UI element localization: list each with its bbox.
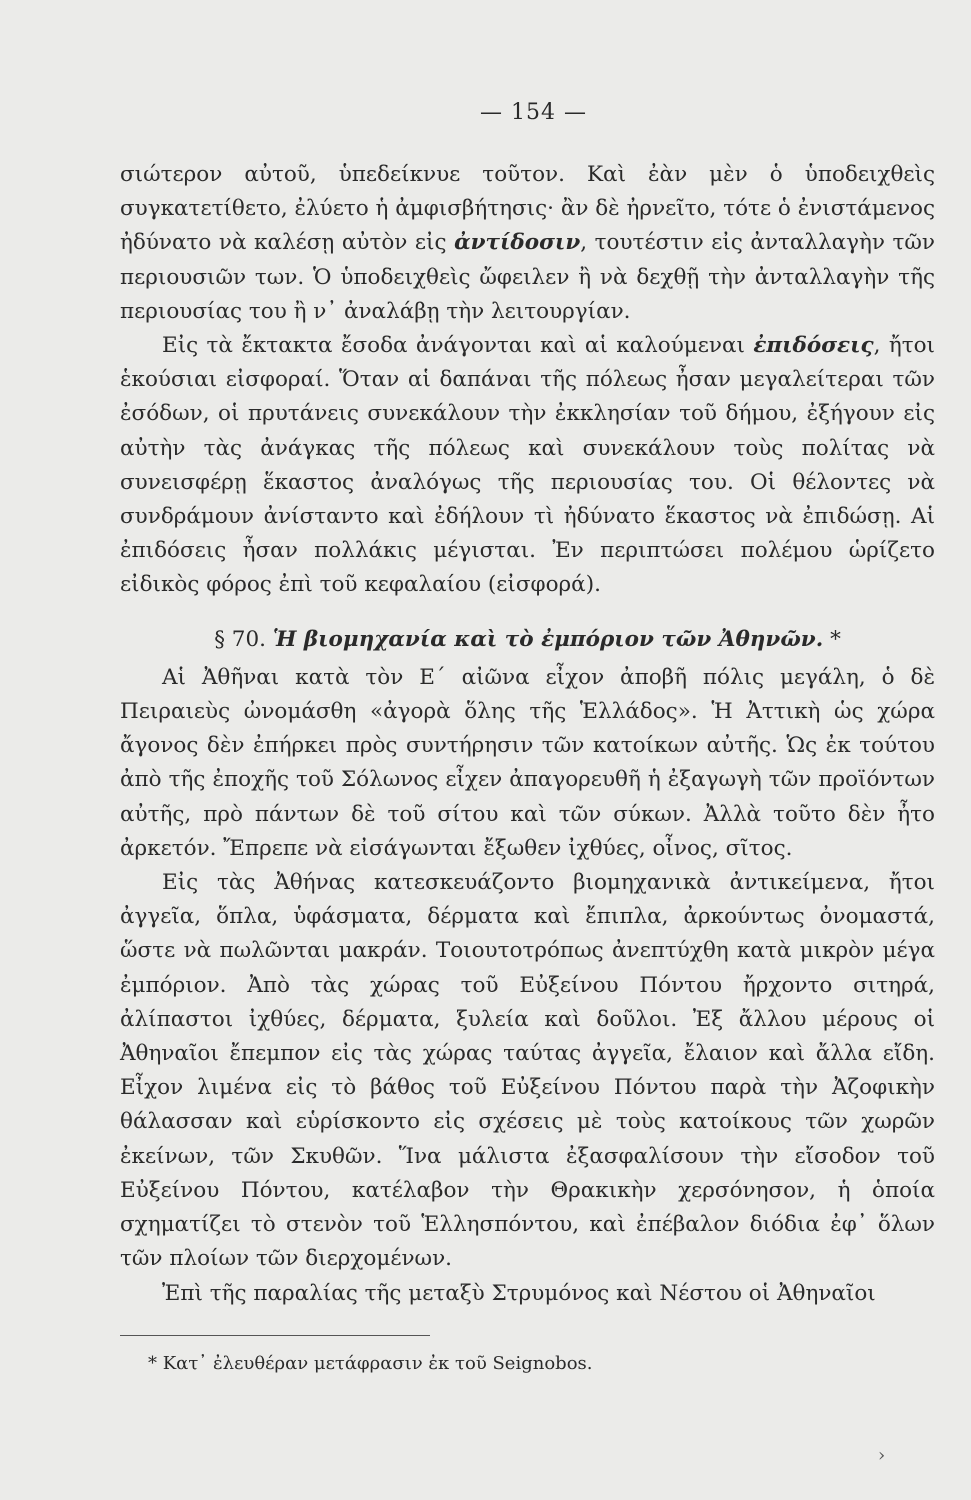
text-run: σιώτερον αὐτοῦ, ὑπεδείκνυε τοῦτον. Καὶ ἐὰν μὲν ὁ ὑποδειχθεὶς συγκατετίθετο, ἐλύετο ἡ ἀμφισβήτησις· ἂν δὲ ἠρνεῖτο, τότε ὁ ἐνιστάμενος ἠδύνατο νὰ καλέσῃ αὐτὸν εἰς bbox=[120, 162, 935, 256]
paragraph bbox=[120, 329, 935, 603]
text-run: , τουτέστιν εἰς ἀνταλλαγὴν τῶν περιουσιῶν των. Ὁ ὑποδειχθεὶς ὤφειλεν ἢ νὰ δεχθῇ τὴν ἀνταλλαγὴν τῆς περιουσίας του ἢ ν᾿ ἀναλάβῃ τὴν λειτουργίαν. bbox=[120, 230, 935, 324]
text-run: Ἐπὶ τῆς παραλίας τῆς μεταξὺ Στρυμόνος καὶ Νέστου οἱ Ἀθηναῖοι bbox=[162, 1280, 876, 1306]
text-run: , ἤτοι ἑκούσιαι εἰσφοραί. Ὅταν αἱ δαπάναι τῆς πόλεως ἦσαν μεγαλείτεραι τῶν ἐσόδων, οἱ πρυτάνεις συνεκάλουν τὴν ἐκκλησίαν τοῦ δήμου, ἐξήγουν εἰς αὐτὴν τὰς ἀνάγκας τῆς πόλεως καὶ συνεκάλουν τοὺς πολίτας νὰ συνεισφέρῃ ἕκαστος ἀναλόγως τῆς περιουσίας του. Οἱ θέλοντες νὰ συνδράμουν ἀνίσταντο καὶ ἐδήλουν τὶ ἠδύνατο ἕκαστος νὰ ἐπιδώσῃ. Αἱ ἐπιδόσεις ἦσαν πολλάκις μέγισται. Ἐν περιπτώσει πολέμου ὡρίζετο εἰδικὸς φόρος ἐπὶ τοῦ κεφαλαίου (εἰσφορά). bbox=[120, 333, 935, 598]
emphasized-term: ἐπιδόσεις bbox=[753, 333, 874, 359]
section-number: § 70. bbox=[214, 626, 266, 652]
emphasized-term: ἀντίδοσιν bbox=[454, 230, 581, 256]
section-title: Ἡ βιομηχανία καὶ τὸ ἐμπόριον τῶν Ἀθηνῶν. bbox=[272, 626, 824, 652]
body-text bbox=[120, 158, 935, 1311]
text-run: Αἱ Ἀθῆναι κατὰ τὸν Ε΄ αἰῶνα εἶχον ἀποβῆ πόλις μεγάλη, ὁ δὲ Πειραιεὺς ὠνομάσθη «ἀγορὰ ὅλης τῆς Ἑλλάδος». Ἡ Ἀττικὴ ὡς χώρα ἄγονος δὲν ἐπήρκει πρὸς συντήρησιν τῶν κατοίκων αὐτῆς. Ὡς ἐκ τούτου ἀπὸ τῆς ἐποχῆς τοῦ Σόλωνος εἶχεν ἀπαγορευθῆ ἡ ἐξαγωγὴ τῶν προϊόντων αὐτῆς, πρὸ πάντων δὲ τοῦ σίτου καὶ τῶν σύκων. Ἀλλὰ τοῦτο δὲν ἦτο ἀρκετόν. Ἔπρεπε νὰ εἰσάγωνται ἔξωθεν ἰχθύες, οἶνος, σῖτος. bbox=[120, 664, 935, 861]
footnote: * Κατ᾿ ἐλευθέραν μετάφρασιν ἐκ τοῦ Seignobos. bbox=[148, 1353, 593, 1374]
page-number: — 154 — bbox=[480, 100, 587, 125]
text-run: Εἰς τὰ ἔκτακτα ἔσοδα ἀνάγονται καὶ αἱ καλούμεναι bbox=[162, 333, 754, 359]
paragraph bbox=[120, 1277, 935, 1311]
footnote-divider bbox=[120, 1335, 430, 1336]
footnote-marker: * bbox=[830, 626, 841, 652]
paragraph bbox=[120, 158, 935, 329]
paragraph bbox=[120, 866, 935, 1276]
paragraph bbox=[120, 661, 935, 866]
stray-mark: › bbox=[878, 1445, 886, 1466]
text-run: Εἰς τὰς Ἀθήνας κατεσκευάζοντο βιομηχανικὰ ἀντικείμενα, ἤτοι ἀγγεῖα, ὅπλα, ὑφάσματα, δέρματα καὶ ἔπιπλα, ἀρκούντως ὀνομαστά, ὥστε νὰ πωλῶνται μακράν. Τοιουτοτρόπως ἀνεπτύχθη κατὰ μικρὸν μέγα ἐμπόριον. Ἀπὸ τὰς χώρας τοῦ Εὐξείνου Πόντου ἤρχοντο σιτηρά, ἀλίπαστοι ἰχθύες, δέρματα, ξυλεία καὶ δοῦλοι. Ἐξ ἄλλου μέρους οἱ Ἀθηναῖοι ἔπεμπον εἰς τὰς χώρας ταύτας ἀγγεῖα, ἔλαιον καὶ ἄλλα εἴδη. Εἶχον λιμένα εἰς τὸ βάθος τοῦ Εὐξείνου Πόντου παρὰ τὴν Ἀζοφικὴν θάλασσαν καὶ εὑρίσκοντο εἰς σχέσεις μὲ τοὺς κατοίκους τῶν χωρῶν ἐκείνων, τῶν Σκυθῶν. Ἵνα μάλιστα ἐξασφαλίσουν τὴν εἴσοδον τοῦ Εὐξείνου Πόντου, κατέλαβον τὴν Θρακικὴν χερσόνησον, ἡ ὁποία σχηματίζει τὸ στενὸν τοῦ Ἑλλησπόντου, καὶ ἐπέβαλον διόδια ἐφ᾿ ὅλων τῶν πλοίων τῶν διερχομένων. bbox=[120, 870, 935, 1272]
section-heading bbox=[120, 623, 935, 657]
